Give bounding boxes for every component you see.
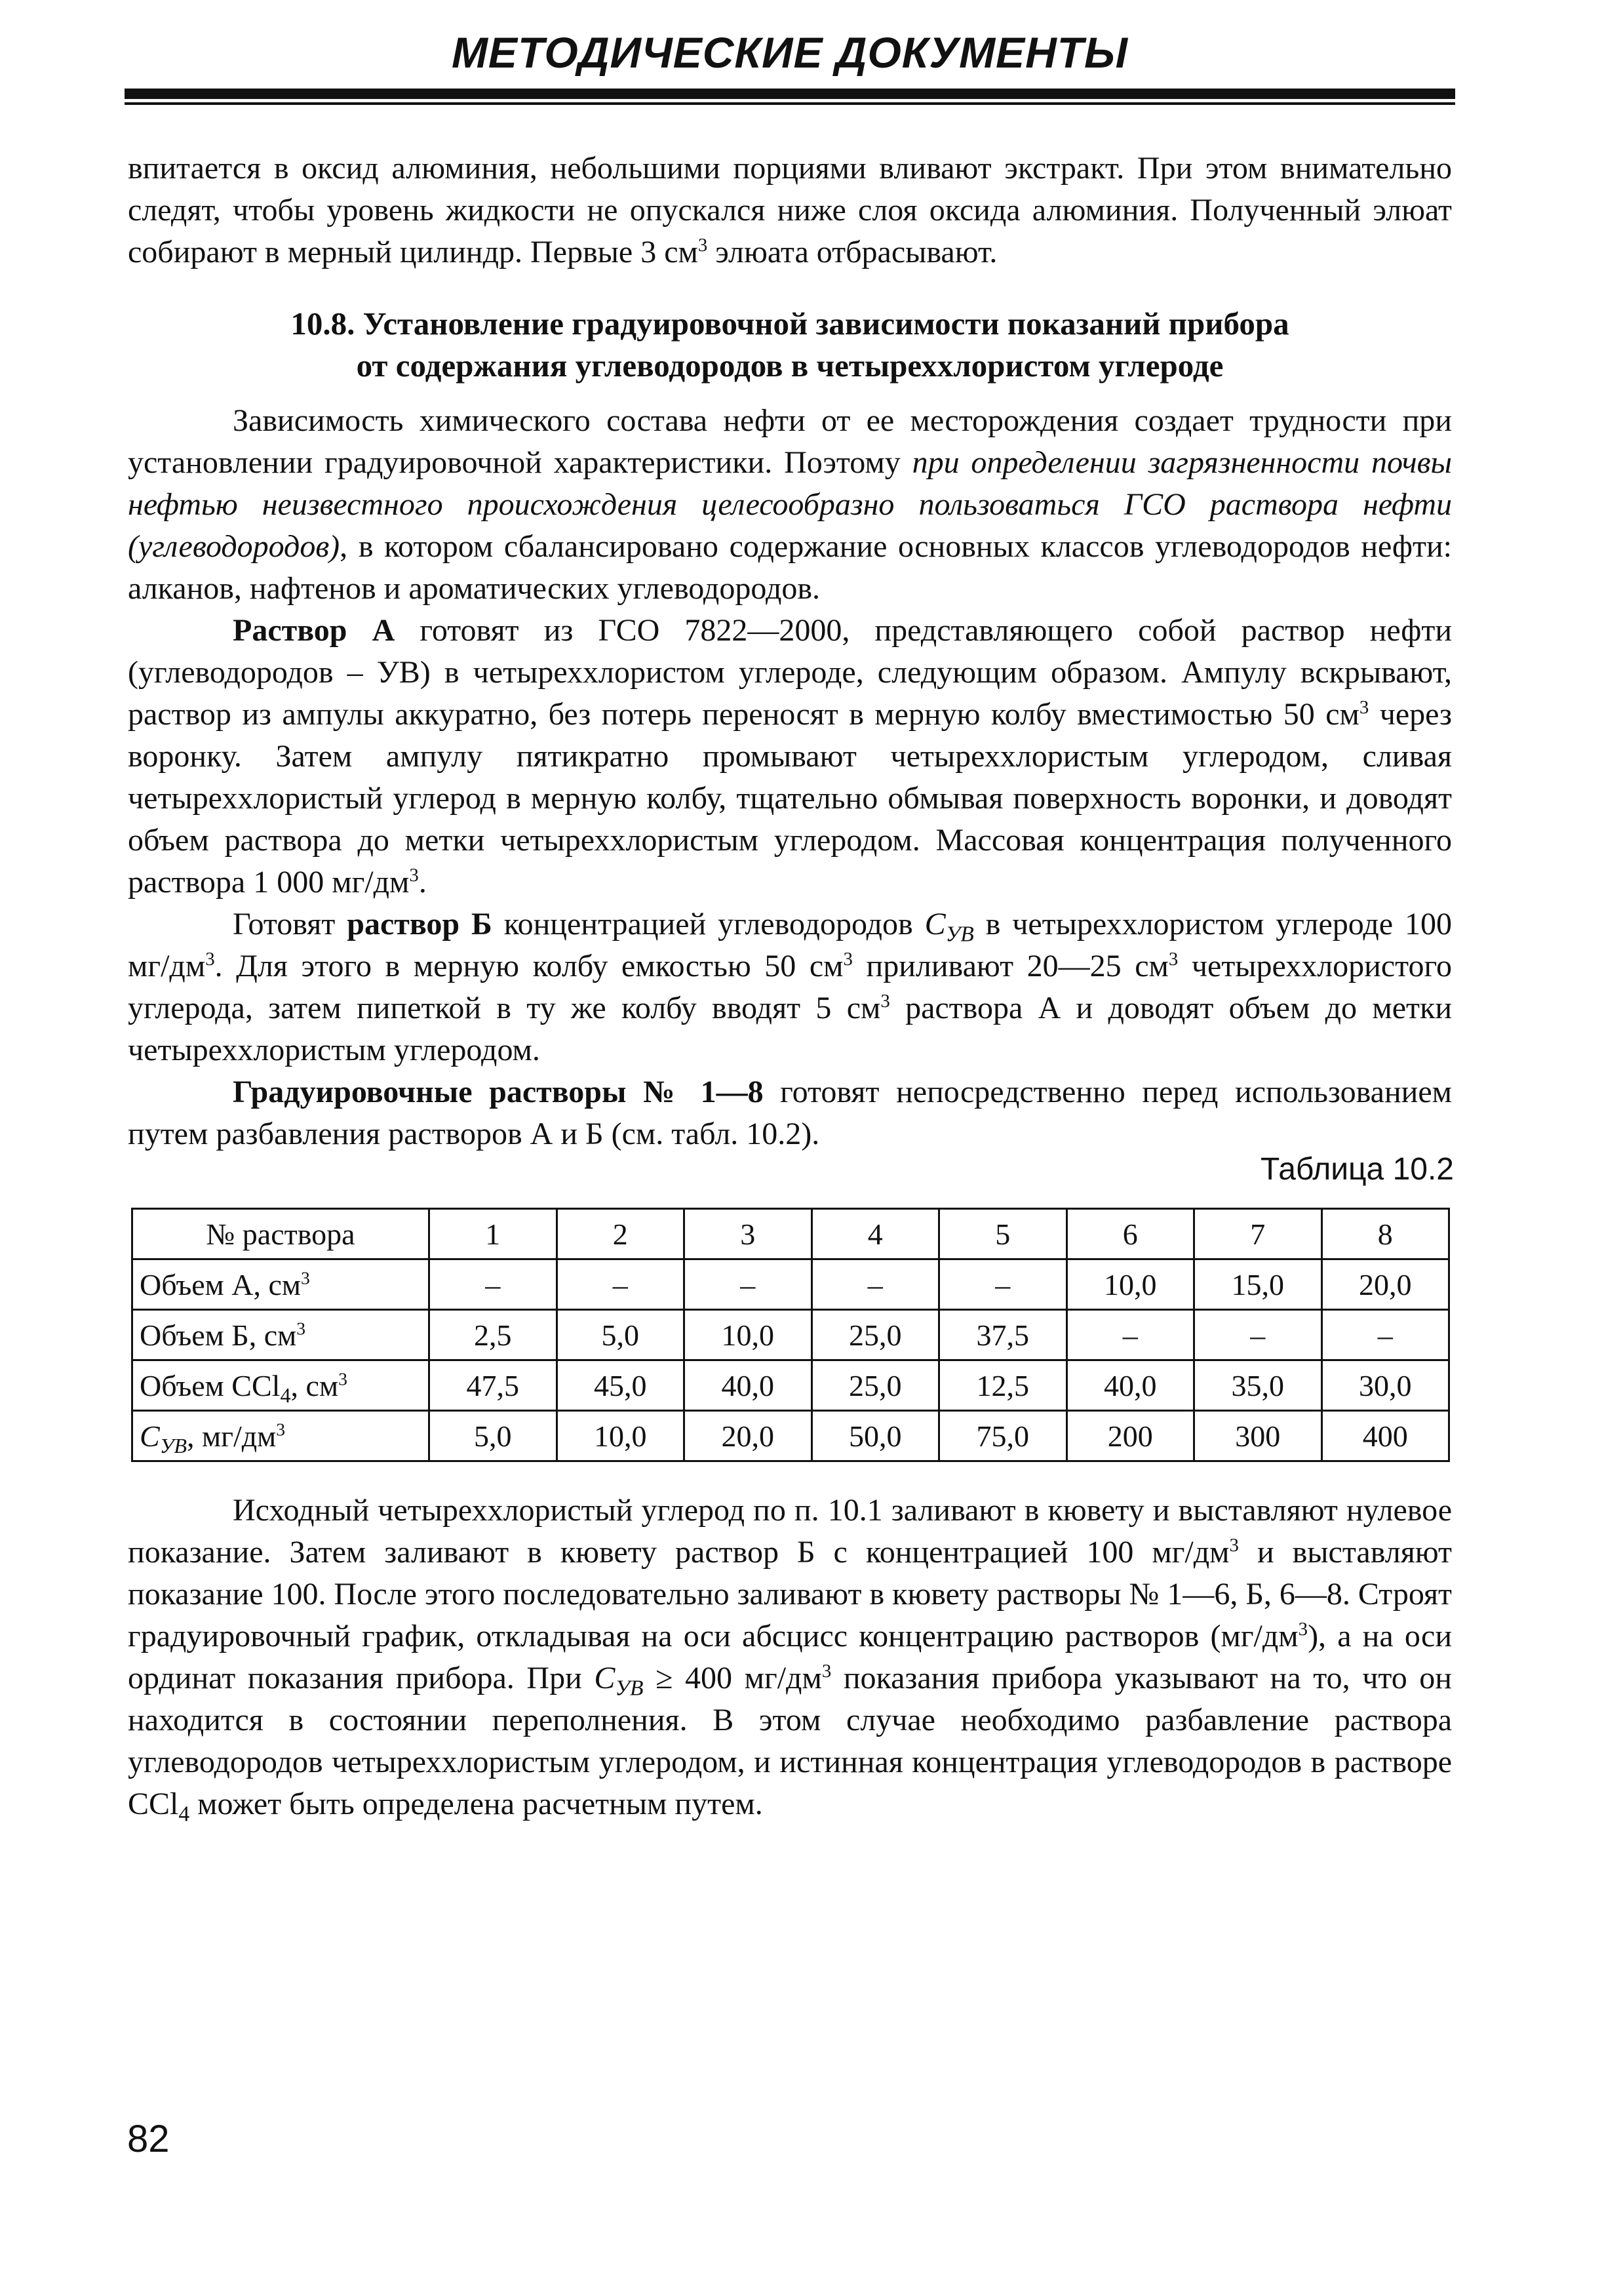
paragraph-solution-a: Раствор А готовят из ГСО 7822—2000, представляющего собой раствор нефти (углеводородов – УВ) в четыреххлористом углероде, следующим образом. Ампулу вскрывают, раствор из ампулы аккуратно, без потерь переносят в мерную колбу вместимостью 50 $см^3$ через воронку. Затем ампулу пятикратно промывают четыреххлористым углеродом, сливая четыреххлористый углерод в мерную колбу, тщательно обмывая поверхность воронки, и доводят объем раствора до метки четыреххлористым углеродом. Массовая концентрация полученного раствора 1 000 $мг/дм^3$.: [128, 613, 1453, 900]
table-cell: –: [1066, 1310, 1194, 1360]
table-cell: 12,5: [939, 1360, 1067, 1411]
table-header-label: № раствора: [132, 1209, 429, 1259]
table-cell: 10,0: [684, 1310, 812, 1360]
row-label-volume-ccl4: Объем CCl$_4$, $см^3$: [132, 1360, 429, 1411]
page-number: 82: [127, 2118, 170, 2160]
row-label-volume-a: Объем А, $см^3$: [132, 1259, 429, 1310]
table-row-volume-b: [132, 1310, 1449, 1360]
table-cell: 400: [1321, 1411, 1449, 1461]
table-cell: 5,0: [557, 1310, 684, 1360]
table-cell: 25,0: [812, 1360, 939, 1411]
table-cell: 20,0: [684, 1411, 812, 1461]
table-header-cell: 7: [1194, 1209, 1322, 1259]
table-cell: 75,0: [939, 1411, 1067, 1461]
table-cell: 15,0: [1194, 1259, 1322, 1310]
table-header-cell: 6: [1066, 1209, 1194, 1259]
header-rule-thick: [125, 89, 1455, 99]
table-header-cell: 3: [684, 1209, 812, 1259]
table-cell: –: [684, 1259, 812, 1310]
table-cell: 10,0: [1066, 1259, 1194, 1310]
table-header-cell: 2: [557, 1209, 684, 1259]
table-cell: 37,5: [939, 1310, 1067, 1360]
table-caption: Таблица 10.2: [1261, 1152, 1454, 1187]
calibration-table: [131, 1208, 1450, 1462]
paragraph-solution-b: Готовят раствор Б концентрацией углеводородов $С_{УВ}$ в четыреххлористом углероде 100 $мг/дм^3$. Для этого в мерную колбу емкостью 50 $см^3$ приливают 20—25 $см^3$ четыреххлористого углерода, затем пипеткой в ту же колбу вводят 5 $см^3$ раствора А и доводят объем до метки четыреххлористым углеродом.: [128, 907, 1453, 1067]
table-cell: 45,0: [557, 1360, 684, 1411]
table-cell: –: [812, 1259, 939, 1310]
paragraph-calibration-procedure: Исходный четыреххлористый углерод по п. 10.1 заливают в кювету и выставляют нулевое показание. Затем заливают в кювету раствор Б с концентрацией 100 $мг/дм^3$ и выставляют показание 100. После этого последовательно заливают в кювету растворы № 1—6, Б, 6—8. Строят градуировочный график, откладывая на оси абсцисс концентрацию растворов $(мг/дм^3)$, а на оси ординат показания прибора. При $С_{УВ} \ge 400$ $мг/дм^3$ показания прибора указывают на то, что он находится в состоянии переполнения. В этом случае необходимо разбавление раствора углеводородов четыреххлористым углеродом, и истинная концентрация углеводородов в растворе CCl$_4$ может быть определена расчетным путем.: [128, 1493, 1453, 1827]
page-running-header: МЕТОДИЧЕСКИЕ ДОКУМЕНТЫ: [451, 28, 1129, 77]
table-cell: 40,0: [1066, 1360, 1194, 1411]
table-cell: 25,0: [812, 1310, 939, 1360]
table-header-cell: 4: [812, 1209, 939, 1259]
table-header-row: [132, 1209, 1449, 1259]
table-cell: 30,0: [1321, 1360, 1449, 1411]
table-cell: 300: [1194, 1411, 1322, 1461]
row-label-volume-b: Объем Б, $см^3$: [132, 1310, 429, 1360]
table-cell: –: [1194, 1310, 1322, 1360]
table-cell: 2,5: [429, 1310, 557, 1360]
section-heading: [128, 303, 1452, 387]
row-label-concentration: $С_{УВ}$, $мг/дм^3$: [132, 1411, 429, 1461]
table-header-cell: 1: [429, 1209, 557, 1259]
header-rule-thin: [125, 102, 1455, 105]
paragraph-calibration-solutions: Градуировочные растворы № 1—8 готовят непосредственно перед использованием путем разбавления растворов А и Б (см. табл. 10.2).: [128, 1075, 1452, 1151]
paragraph-dependence: Зависимость химического состава нефти от ее месторождения создает трудности при установлении градуировочной характеристики. Поэтому при определении загрязненности почвы нефтью неизвестного происхождения целесообразно пользоваться ГСО раствора нефти (углеводородов), в котором сбалансировано содержание основных классов углеводородов нефти: алканов, нафтенов и ароматических углеводородов.: [128, 403, 1452, 606]
section-heading-line-2: от содержания углеводородов в четыреххлористом углероде: [356, 347, 1224, 384]
table-row-concentration: [132, 1411, 1449, 1461]
table-cell: –: [429, 1259, 557, 1310]
table-header-cell: 8: [1321, 1209, 1449, 1259]
table-cell: 40,0: [684, 1360, 812, 1411]
section-heading-line-1: 10.8. Установление градуировочной зависимости показаний прибора: [290, 306, 1289, 342]
table-row-volume-a: [132, 1259, 1449, 1310]
table-cell: 35,0: [1194, 1360, 1322, 1411]
table-cell: –: [557, 1259, 684, 1310]
table-header-cell: 5: [939, 1209, 1067, 1259]
table-cell: –: [939, 1259, 1067, 1310]
table-cell: 5,0: [429, 1411, 557, 1461]
table-cell: 47,5: [429, 1360, 557, 1411]
table-cell: 20,0: [1321, 1259, 1449, 1310]
table-cell: 200: [1066, 1411, 1194, 1461]
table-cell: –: [1321, 1310, 1449, 1360]
table-row-volume-ccl4: [132, 1360, 1449, 1411]
intro-paragraph: впитается в оксид алюминия, небольшими порциями вливают экстракт. При этом внимательно следят, чтобы уровень жидкости не опускался ниже слоя оксида алюминия. Полученный элюат собирают в мерный цилиндр. Первые 3 $см^3$ элюата отбрасывают.: [128, 151, 1452, 269]
table-cell: 10,0: [557, 1411, 684, 1461]
table-cell: 50,0: [812, 1411, 939, 1461]
